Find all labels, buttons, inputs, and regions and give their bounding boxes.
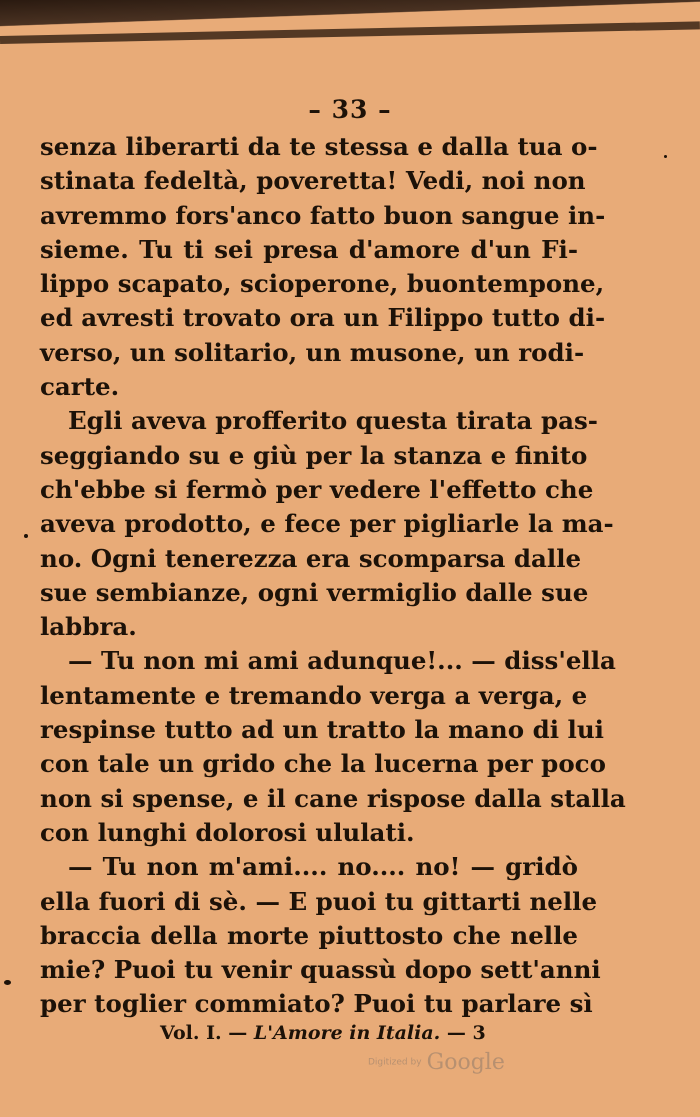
text-line: — Tu non mi ami adunque!... — diss'ella [68,646,616,676]
watermark-brand: Google [426,1050,505,1075]
footer-signature: — 3 [446,1022,486,1044]
text-line: lippo scapato, scioperone, buontempone, [40,269,605,299]
text-line: labbra. [40,612,137,642]
text-line: con lunghi dolorosi ululati. [40,817,415,847]
text-line: verso, un solitario, un musone, un rodi- [40,337,585,367]
text-line: aveva prodotto, e fece per pigliarle la ma- [40,509,614,539]
text-line: braccia della morte piuttosto che nelle [40,920,578,950]
watermark-prefix: Digitized by [368,1057,422,1068]
paragraph [40,404,614,644]
text-line: ella fuori di sè. — E puoi tu gittarti nelle [40,886,598,916]
paragraph [40,130,606,404]
text-line: carte. [40,372,120,402]
text-line: non si spense, e il cane rispose dalla stalla [40,783,626,813]
footer-title: L'Amore in Italia. [253,1022,441,1044]
text-line: — Tu non m'ami.... no.... no! — gridò [68,852,578,882]
text-line: sieme. Tu ti sei presa d'amore d'un Fi- [40,234,578,264]
paragraph [40,850,601,1021]
text-line: ed avresti trovato ora un Filippo tutto di- [40,303,606,333]
ink-speck [24,534,28,538]
text-line: avremmo fors'anco fatto buon sangue in- [40,200,606,230]
text-line: ch'ebbe si fermò per vedere l'effetto che [40,474,594,504]
text-line: stinata fedeltà, poveretta! Vedi, noi non [40,166,586,196]
footer-volume: Vol. I. — [160,1022,248,1044]
text-line: mie? Puoi tu venir quassù dopo sett'anni [40,955,601,985]
text-line: lentamente e tremando verga a verga, e [40,680,588,710]
body-text [40,130,626,1022]
ink-speck [4,980,11,985]
text-line: no. Ogni tenerezza era scomparsa dalle [40,543,582,573]
text-line: sue sembianze, ogni vermiglio dalle sue [40,577,589,607]
text-line: Egli aveva profferito questa tirata pas- [68,406,598,436]
page-number: – 33 – [308,95,392,124]
text-line: per toglier commiato? Puoi tu parlare sì [40,989,593,1019]
text-line: senza liberarti da te stessa e dalla tua o- [40,132,598,161]
text-line: con tale un grido che la lucerna per poco [40,749,606,779]
ink-speck [664,155,667,158]
footer-line [160,1022,560,1044]
digitized-watermark [368,1050,505,1075]
text-line: respinse tutto ad un tratto la mano di lui [40,715,604,745]
paragraph [40,644,626,850]
text-line: seggiando su e giù per la stanza e finito [40,440,588,470]
